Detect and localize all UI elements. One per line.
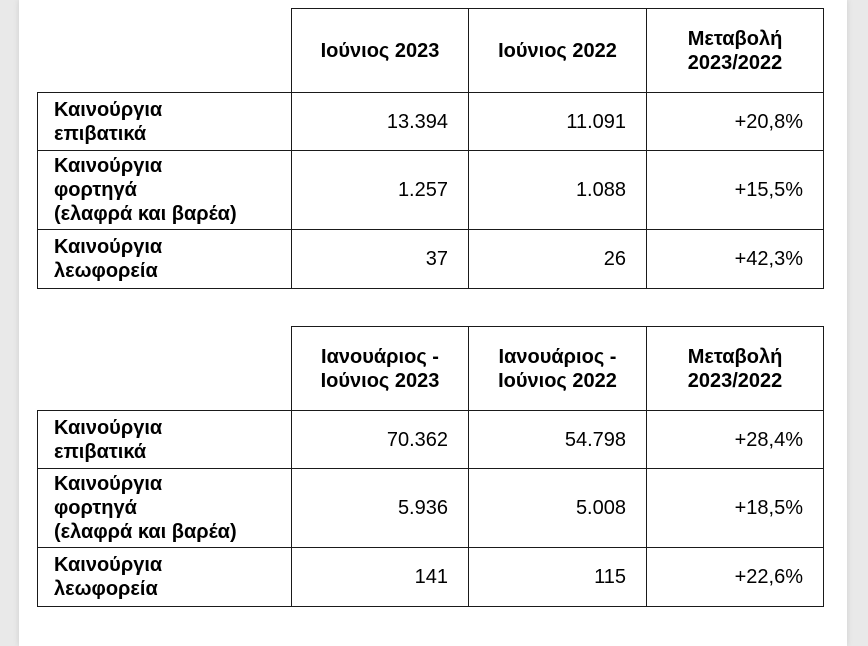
june-registrations-table (37, 8, 824, 289)
table-cell: +20,8% (647, 93, 824, 151)
table-header-row (38, 327, 824, 411)
column-header: Ιούνιος 2022 (469, 9, 647, 93)
table-cell: 141 (292, 548, 469, 607)
table-cell: 13.394 (292, 93, 469, 151)
table-cell: 5.008 (469, 469, 647, 548)
column-header: Μεταβολή 2023/2022 (647, 9, 824, 93)
table-cell: +18,5% (647, 469, 824, 548)
table-cell: 11.091 (469, 93, 647, 151)
row-label: Καινούργια λεωφορεία (38, 230, 292, 289)
header-corner-cell (38, 327, 292, 411)
table-row (38, 548, 824, 607)
table-header-row (38, 9, 824, 93)
table-row (38, 151, 824, 230)
column-header: Ιούνιος 2023 (292, 9, 469, 93)
row-label: Καινούργια φορτηγά (ελαφρά και βαρέα) (38, 151, 292, 230)
row-label: Καινούργια επιβατικά (38, 93, 292, 151)
table-cell: +15,5% (647, 151, 824, 230)
table-row (38, 411, 824, 469)
column-header: Μεταβολή 2023/2022 (647, 327, 824, 411)
table-cell: +42,3% (647, 230, 824, 289)
column-header: Ιανουάριος - Ιούνιος 2022 (469, 327, 647, 411)
row-label: Καινούργια λεωφορεία (38, 548, 292, 607)
table-cell: 70.362 (292, 411, 469, 469)
table-cell: 115 (469, 548, 647, 607)
table-cell: 5.936 (292, 469, 469, 548)
table-cell: 26 (469, 230, 647, 289)
table-row (38, 93, 824, 151)
table-row (38, 469, 824, 548)
column-header: Ιανουάριος - Ιούνιος 2023 (292, 327, 469, 411)
table-cell: 37 (292, 230, 469, 289)
table-cell: 54.798 (469, 411, 647, 469)
table-row (38, 230, 824, 289)
table-cell: +28,4% (647, 411, 824, 469)
table-cell: 1.088 (469, 151, 647, 230)
january-june-registrations-table (37, 326, 824, 607)
row-label: Καινούργια επιβατικά (38, 411, 292, 469)
table-cell: +22,6% (647, 548, 824, 607)
row-label: Καινούργια φορτηγά (ελαφρά και βαρέα) (38, 469, 292, 548)
header-corner-cell (38, 9, 292, 93)
table-cell: 1.257 (292, 151, 469, 230)
